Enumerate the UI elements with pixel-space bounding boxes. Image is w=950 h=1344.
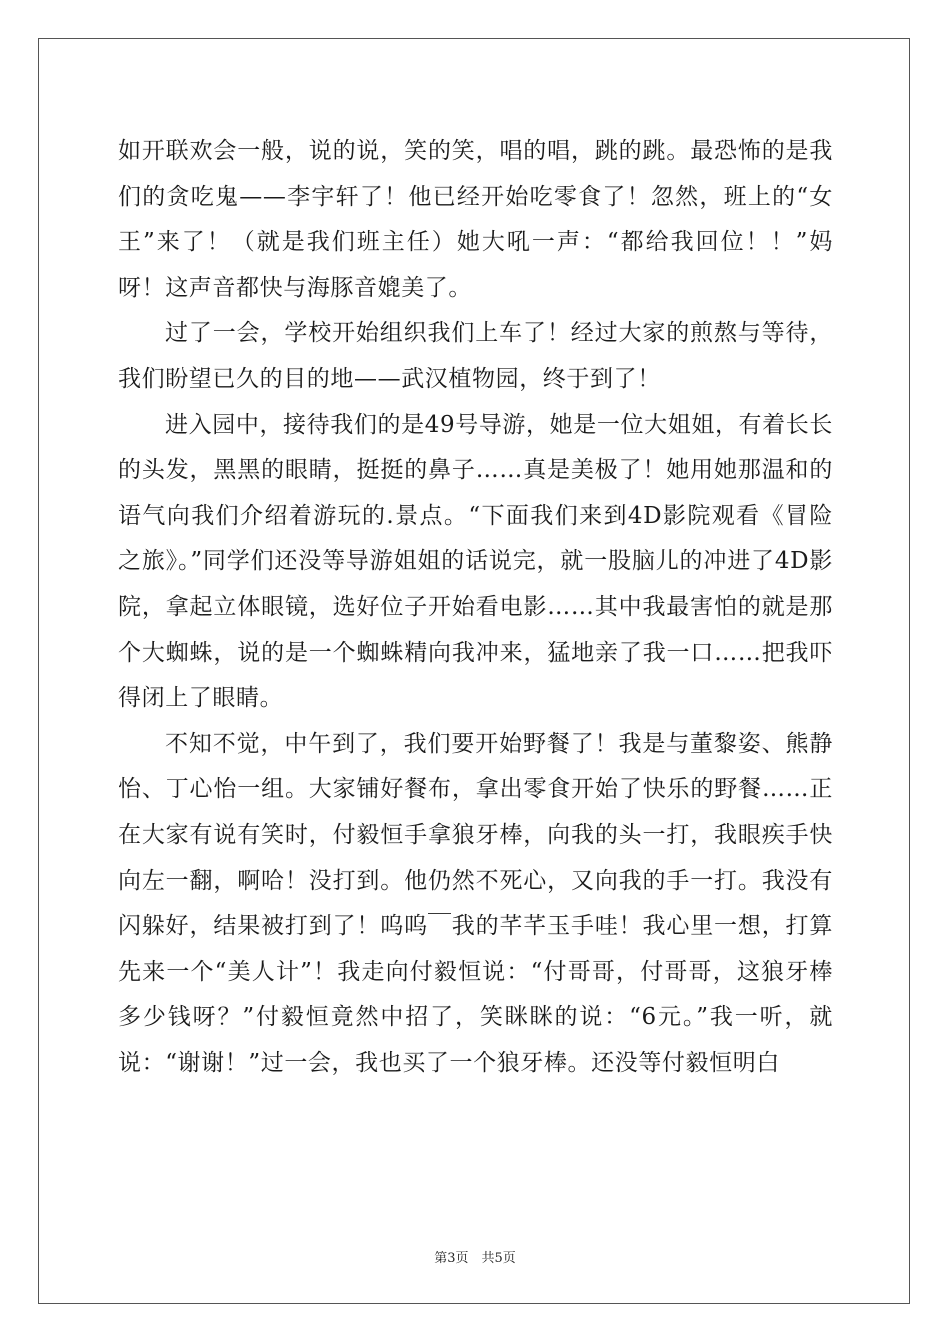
paragraph-1: 如开联欢会一般，说的说，笑的笑，唱的唱，跳的跳。最恐怖的是我们的贪吃鬼——李宇轩了！他已经开始吃零食了！忽然，班上的“女王”来了！（就是我们班主任）她大吼一声：“都给我回位！！”妈呀！这声音都快与海豚音媲美了。	[118, 138, 833, 301]
paragraph-3: 进入园中，接待我们的是49号导游，她是一位大姐姐，有着长长的头发，黑黑的眼睛，挺挺的鼻子……真是美极了！她用她那温和的语气向我们介绍着游玩的.景点。“下面我们来到4D影院观看《冒险之旅》。”同学们还没等导游姐姐的话说完，就一股脑儿的冲进了4D影院，拿起立体眼镜，选好位子开始看电影……其中我最害怕的就是那个大蜘蛛，说的是一个蜘蛛精向我冲来，猛地亲了我一口……把我吓得闭上了眼睛。	[118, 411, 833, 712]
paragraph-2: 过了一会，学校开始组织我们上车了！经过大家的煎熬与等待，我们盼望已久的目的地——武汉植物园，终于到了！	[118, 320, 833, 392]
document-body	[118, 129, 833, 1086]
paragraph-4: 不知不觉，中午到了，我们要开始野餐了！我是与董黎姿、熊静怡、丁心怡一组。大家铺好餐布，拿出零食开始了快乐的野餐……正在大家有说有笑时，付毅恒手拿狼牙棒，向我的头一打，我眼疾手快向左一翻，啊哈！没打到。他仍然不死心，又向我的手一打。我没有闪躲好，结果被打到了！呜呜￣我的芊芊玉手哇！我心里一想，打算先来一个“美人计”！我走向付毅恒说：“付哥哥，付哥哥，这狼牙棒多少钱呀？”付毅恒竟然中招了，笑眯眯的说：“6元。”我一听，就说：“谢谢！”过一会，我也买了一个狼牙棒。还没等付毅恒明白	[118, 730, 833, 1076]
page-number-footer: 第3页 共5页	[434, 1251, 516, 1266]
